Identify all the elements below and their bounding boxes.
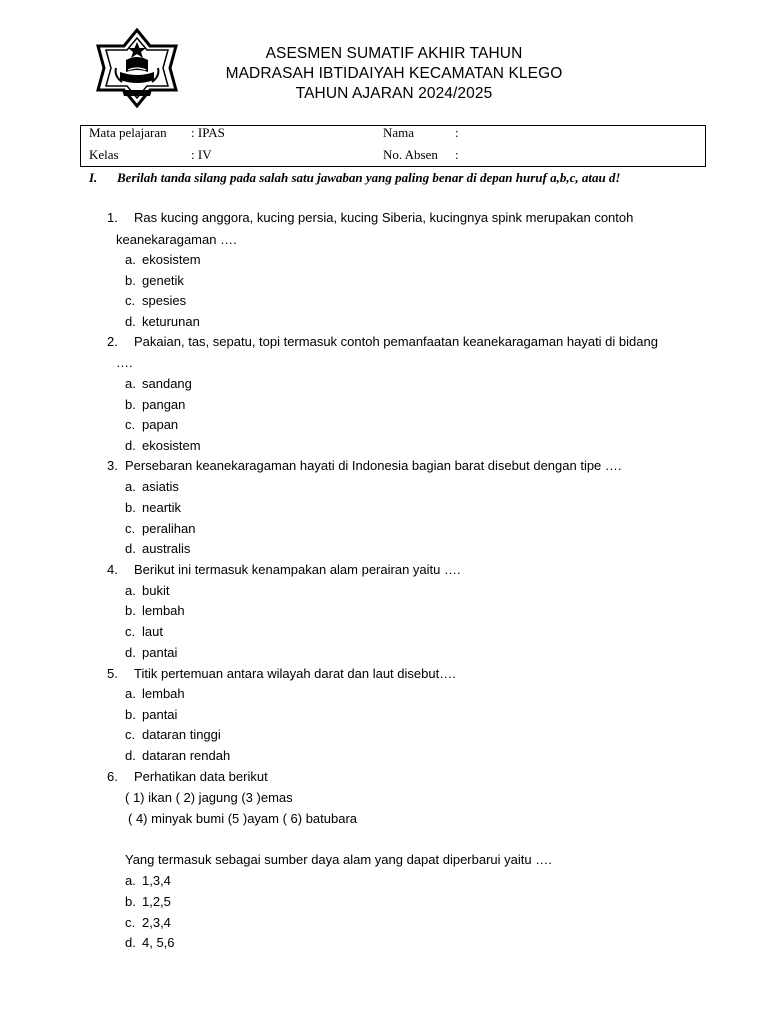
question-2-option-d: ekosistem bbox=[142, 438, 201, 453]
question-5-option-d: dataran rendah bbox=[142, 748, 231, 763]
question-4-option-c-letter[interactable]: c. bbox=[125, 624, 136, 639]
kemenag-emblem-icon bbox=[92, 28, 182, 108]
question-6-number: 6. bbox=[107, 769, 118, 784]
question-1-option-a-letter[interactable]: a. bbox=[125, 252, 136, 267]
question-2-option-b: pangan bbox=[142, 397, 186, 412]
header-school: MADRASAH IBTIDAIYAH KECAMATAN KLEGO bbox=[225, 65, 563, 82]
kelas-label: Kelas bbox=[89, 147, 119, 162]
question-6-option-d: 4, 5,6 bbox=[142, 935, 175, 950]
question-6-option-c: 2,3,4 bbox=[142, 915, 171, 930]
question-3-option-c-letter[interactable]: c. bbox=[125, 521, 136, 536]
question-4-option-a: bukit bbox=[142, 583, 170, 598]
question-4-option-b: lembah bbox=[142, 603, 185, 618]
question-1-option-d-letter[interactable]: d. bbox=[125, 314, 136, 329]
absen-label: No. Absen bbox=[383, 147, 438, 162]
question-2-option-a: sandang bbox=[142, 376, 192, 391]
question-6-option-b-letter[interactable]: b. bbox=[125, 894, 136, 909]
question-5-option-a: lembah bbox=[142, 686, 185, 701]
question-6-option-a-letter[interactable]: a. bbox=[125, 873, 136, 888]
question-4-option-c: laut bbox=[142, 624, 163, 639]
question-3-option-b-letter[interactable]: b. bbox=[125, 500, 136, 515]
question-6-prompt: Yang termasuk sebagai sumber daya alam yang dapat diperbarui yaitu …. bbox=[125, 852, 552, 867]
question-1-option-b-letter[interactable]: b. bbox=[125, 273, 136, 288]
question-5-option-c-letter[interactable]: c. bbox=[125, 727, 136, 742]
question-1-text: Ras kucing anggora, kucing persia, kucing Siberia, kucingnya spink merupakan contoh bbox=[134, 210, 634, 225]
question-2-option-c-letter[interactable]: c. bbox=[125, 417, 136, 432]
question-1-option-a: ekosistem bbox=[142, 252, 201, 267]
mapel-value: : IPAS bbox=[191, 125, 225, 140]
question-4-text: Berikut ini termasuk kenampakan alam perairan yaitu …. bbox=[134, 562, 461, 577]
question-3-option-d: australis bbox=[142, 541, 191, 556]
question-2-option-c: papan bbox=[142, 417, 179, 432]
question-5-text: Titik pertemuan antara wilayah darat dan laut disebut…. bbox=[134, 666, 456, 681]
question-5-option-c: dataran tinggi bbox=[142, 727, 221, 742]
question-5-option-d-letter[interactable]: d. bbox=[125, 748, 136, 763]
question-6-option-c-letter[interactable]: c. bbox=[125, 915, 136, 930]
question-3-option-c: peralihan bbox=[142, 521, 196, 536]
question-6-option-d-letter[interactable]: d. bbox=[125, 935, 136, 950]
question-4-option-a-letter[interactable]: a. bbox=[125, 583, 136, 598]
header-title: ASESMEN SUMATIF AKHIR TAHUN bbox=[265, 45, 523, 62]
header-year: TAHUN AJARAN 2024/2025 bbox=[295, 85, 493, 102]
question-2-number: 2. bbox=[107, 334, 118, 349]
question-3-option-a-letter[interactable]: a. bbox=[125, 479, 136, 494]
question-1-number: 1. bbox=[107, 210, 118, 225]
absen-value[interactable]: : bbox=[455, 147, 459, 162]
question-5-option-b-letter[interactable]: b. bbox=[125, 707, 136, 722]
question-1-option-c-letter[interactable]: c. bbox=[125, 293, 136, 308]
nama-value[interactable]: : bbox=[455, 125, 459, 140]
question-6-text: Perhatikan data berikut bbox=[134, 769, 268, 784]
mapel-label: Mata pelajaran bbox=[89, 125, 167, 140]
question-1-text-cont: keanekaragaman …. bbox=[116, 232, 237, 247]
question-3-option-a: asiatis bbox=[142, 479, 179, 494]
question-4-option-d-letter[interactable]: d. bbox=[125, 645, 136, 660]
question-2-option-a-letter[interactable]: a. bbox=[125, 376, 136, 391]
question-1-option-b: genetik bbox=[142, 273, 184, 288]
question-2-option-b-letter[interactable]: b. bbox=[125, 397, 136, 412]
question-3-text: Persebaran keanekaragaman hayati di Indonesia bagian barat disebut dengan tipe …. bbox=[125, 458, 622, 473]
question-6-option-b: 1,2,5 bbox=[142, 894, 171, 909]
question-4-option-b-letter[interactable]: b. bbox=[125, 603, 136, 618]
question-4-option-d: pantai bbox=[142, 645, 178, 660]
question-5-option-b: pantai bbox=[142, 707, 178, 722]
kelas-value: : IV bbox=[191, 147, 212, 162]
question-5-option-a-letter[interactable]: a. bbox=[125, 686, 136, 701]
student-info-box bbox=[80, 125, 706, 167]
section-text: Berilah tanda silang pada salah satu jawaban yang paling benar di depan huruf a,b,c, atau d! bbox=[117, 170, 621, 185]
question-3-option-d-letter[interactable]: d. bbox=[125, 541, 136, 556]
question-2-text: Pakaian, tas, sepatu, topi termasuk contoh pemanfaatan keanekaragaman hayati di bidang bbox=[134, 334, 658, 349]
question-1-option-d: keturunan bbox=[142, 314, 200, 329]
nama-label: Nama bbox=[383, 125, 415, 140]
question-2-text-cont: …. bbox=[116, 355, 133, 370]
question-6-data-line-2: ( 4) minyak bumi (5 )ayam ( 6) batubara bbox=[128, 811, 358, 826]
question-6-option-a: 1,3,4 bbox=[142, 873, 171, 888]
question-2-option-d-letter[interactable]: d. bbox=[125, 438, 136, 453]
document-header bbox=[190, 44, 598, 104]
question-3-number: 3. bbox=[107, 458, 118, 473]
question-1-option-c: spesies bbox=[142, 293, 187, 308]
question-3-option-b: neartik bbox=[142, 500, 182, 515]
section-number: I. bbox=[89, 170, 98, 185]
question-6-data-line-1: ( 1) ikan ( 2) jagung (3 )emas bbox=[125, 790, 293, 805]
question-4-number: 4. bbox=[107, 562, 118, 577]
question-5-number: 5. bbox=[107, 666, 118, 681]
